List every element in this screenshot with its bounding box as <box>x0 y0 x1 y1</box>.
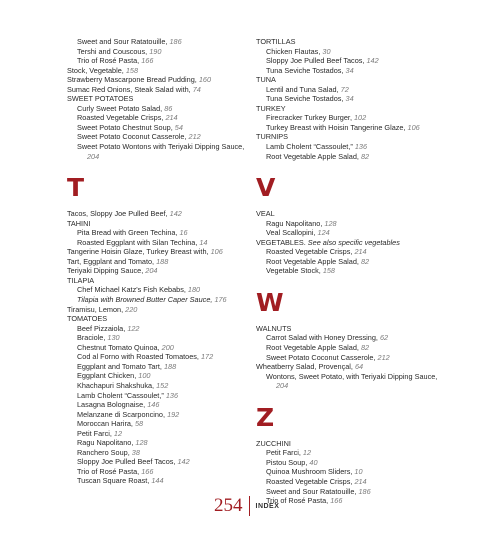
index-heading-entry <box>256 362 446 372</box>
entry-text: Tilapia with Browned Butter Caper Sauce, <box>77 295 213 305</box>
page-reference: 82 <box>360 151 370 161</box>
page-reference: 192 <box>167 409 180 419</box>
entry-text: Petit Farci, <box>77 428 112 438</box>
entry-text: Tart, Eggplant and Tomato, <box>67 256 155 266</box>
entry-text: Tiramisu, Lemon, <box>67 304 124 314</box>
index-sub-entry <box>67 429 252 439</box>
index-sub-entry <box>256 266 446 276</box>
index-sub-entry <box>256 257 446 267</box>
index-sub-entry <box>256 85 446 95</box>
page-reference: 158 <box>322 266 335 276</box>
entry-text: VEAL <box>256 209 275 219</box>
entry-text: Trio of Rosé Pasta, <box>77 466 140 476</box>
index-heading-entry <box>67 276 252 286</box>
index-sub-entry <box>67 285 252 295</box>
entry-text: ZUCCHINI <box>256 438 291 448</box>
page-reference: 172 <box>200 352 214 362</box>
index-sub-entry <box>67 132 252 142</box>
entry-text: Chestnut Tomato Quinoa, <box>77 342 160 352</box>
index-sub-entry <box>256 496 446 506</box>
entry-text: TORTILLAS <box>256 37 296 46</box>
section-letter-w: W <box>256 287 284 317</box>
index-sub-entry <box>67 333 252 343</box>
index-sub-entry <box>67 238 252 248</box>
page-reference: 106 <box>210 247 223 257</box>
entry-text: Braciole, <box>77 333 106 343</box>
page-reference: 214 <box>354 247 367 257</box>
page-reference: 82 <box>360 343 370 353</box>
page-reference: 142 <box>366 56 379 66</box>
entry-text: Melanzane di Scarponcino, <box>77 409 166 419</box>
page-reference: 58 <box>135 419 144 429</box>
section-letter-t: T <box>67 173 85 203</box>
entry-text: Khachapuri Shakshuka, <box>77 380 155 390</box>
index-heading-entry <box>256 324 446 334</box>
entry-text: Sweet Potato Wontons with Teriyaki Dipping Sauce, <box>77 142 245 152</box>
page-reference: 12 <box>113 428 123 438</box>
entry-text: SWEET POTATOES <box>67 94 134 104</box>
entry-text: TOMATOES <box>67 314 108 324</box>
index-heading-entry <box>256 238 446 248</box>
see-also-reference: See also specific vegetables <box>307 237 400 247</box>
index-sub-entry <box>256 228 446 238</box>
entry-text: Root Vegetable Apple Salad, <box>266 256 359 266</box>
page-reference: 34 <box>345 94 354 104</box>
page-reference: 166 <box>141 466 154 476</box>
section-letter-z: Z <box>256 402 275 432</box>
entry-text: TURKEY <box>256 103 286 113</box>
index-sub-entry <box>67 324 252 334</box>
index-sub-entry <box>256 477 446 487</box>
index-heading-entry <box>256 37 446 47</box>
page-reference: 102 <box>354 113 367 123</box>
entry-text: Pita Bread with Green Techina, <box>77 228 178 238</box>
entry-text: Strawberry Mascarpone Bread Pudding, <box>67 75 197 85</box>
index-sub-entry <box>67 438 252 448</box>
entry-text: Veal Scallopini, <box>266 228 316 238</box>
index-heading-entry <box>67 257 252 267</box>
entry-text: Curly Sweet Potato Salad, <box>77 103 163 113</box>
entry-text: Roasted Vegetable Crisps, <box>266 247 353 257</box>
index-column-right <box>256 37 446 506</box>
entry-text: Stock, Vegetable, <box>67 65 124 75</box>
index-sub-entry <box>256 113 446 123</box>
page-reference: 142 <box>177 457 190 467</box>
entry-text: Lentil and Tuna Salad, <box>266 84 339 94</box>
index-sub-entry <box>67 400 252 410</box>
index-sub-entry <box>256 152 446 162</box>
entry-text: TILAPIA <box>67 275 95 285</box>
page-reference: 100 <box>138 371 151 381</box>
entry-text: Roasted Vegetable Crisps, <box>266 476 353 486</box>
entry-text: TAHINI <box>67 218 91 228</box>
index-sub-entry <box>67 419 252 429</box>
entry-text: Sweet Potato Chestnut Soup, <box>77 122 173 132</box>
index-heading-entry <box>256 104 446 114</box>
page-reference: 186 <box>358 486 371 496</box>
page-reference: 188 <box>156 256 169 266</box>
index-sub-entry <box>67 371 252 381</box>
index-heading-entry <box>256 75 446 85</box>
entry-text: Ragu Napolitano, <box>266 218 323 228</box>
entry-text: Eggplant Chicken, <box>77 371 137 381</box>
index-sub-entry <box>256 487 446 497</box>
entry-text: Tacos, Sloppy Joe Pulled Beef, <box>67 209 168 219</box>
entry-text: Firecracker Turkey Burger, <box>266 113 352 123</box>
page-reference: 212 <box>188 132 201 142</box>
entry-text: Lasagna Bolognaise, <box>77 400 146 410</box>
index-sub-entry <box>67 47 252 57</box>
page-reference: 136 <box>354 142 368 152</box>
page-reference: 124 <box>317 228 330 238</box>
index-sub-entry <box>256 343 446 353</box>
page-reference: 34 <box>345 65 354 75</box>
page-number: 254 <box>214 496 250 516</box>
page-reference: 82 <box>360 256 370 266</box>
entry-text: Tangerine Hoisin Glaze, Turkey Breast with, <box>67 247 209 257</box>
entry-text: Chicken Flautas, <box>266 46 321 56</box>
page-reference: 190 <box>149 46 162 56</box>
page-reference: 180 <box>187 285 201 295</box>
index-sub-entry <box>67 476 252 486</box>
entry-text: Sumac Red Onions, Steak Salad with, <box>67 84 191 94</box>
index-sub-entry <box>67 113 252 123</box>
page-reference: 158 <box>125 65 139 75</box>
entry-text: Pistou Soup, <box>266 457 308 467</box>
page-reference: 204 <box>276 381 289 391</box>
entry-text: Chef Michael Katz's Fish Kebabs, <box>77 285 186 295</box>
page-reference: 128 <box>135 438 148 448</box>
entry-text: Sweet and Sour Ratatouille, <box>77 37 168 46</box>
entry-text: Sweet and Sour Ratatouille, <box>266 486 357 496</box>
section-label: INDEX <box>255 502 280 510</box>
index-sub-entry <box>67 391 252 401</box>
page-reference: 128 <box>324 218 337 228</box>
index-column-left <box>67 37 252 486</box>
index-heading-entry <box>256 439 446 449</box>
page-reference: 106 <box>407 122 420 132</box>
index-sub-entry <box>67 104 252 114</box>
index-sub-entry <box>256 247 446 257</box>
page-reference: 144 <box>151 476 164 486</box>
entry-text: Trio of Rosé Pasta, <box>77 56 140 66</box>
page-reference: 142 <box>169 209 182 219</box>
index-heading-entry <box>256 209 446 219</box>
page-reference: 152 <box>156 380 169 390</box>
entry-text: TUNA <box>256 75 276 85</box>
entry-text: Sweet Potato Coconut Casserole, <box>77 132 187 142</box>
entry-text: Cod al Forno with Roasted Tomatoes, <box>77 352 199 362</box>
entry-text: Roasted Eggplant with Silan Techina, <box>77 237 198 247</box>
index-heading-entry <box>67 75 252 85</box>
index-sub-entry <box>256 458 446 468</box>
entry-text: Ranchero Soup, <box>77 447 130 457</box>
page-reference: 54 <box>174 122 183 132</box>
entry-text: Wontons, Sweet Potato, with Teriyaki Dipping Sauce, <box>266 371 438 381</box>
entry-text: Quinoa Mushroom Sliders, <box>266 467 353 477</box>
entry-text: Moroccan Harira, <box>77 419 133 429</box>
index-heading-entry <box>256 372 446 391</box>
entry-text: Roasted Vegetable Crisps, <box>77 113 164 123</box>
page-reference: 12 <box>302 448 312 458</box>
entry-text: Tuna Seviche Tostados, <box>266 94 344 104</box>
index-sub-entry <box>67 457 252 467</box>
index-sub-entry <box>256 448 446 458</box>
index-sub-entry <box>67 362 252 372</box>
page-reference: 10 <box>354 467 363 477</box>
page-reference: 214 <box>165 113 178 123</box>
index-heading-entry <box>67 219 252 229</box>
page-reference: 166 <box>330 496 343 506</box>
page-reference: 188 <box>163 361 177 371</box>
index-sub-entry <box>67 295 252 305</box>
page-reference: 16 <box>179 228 188 238</box>
page-reference: 146 <box>147 400 160 410</box>
page-reference: 72 <box>340 84 349 94</box>
page-reference: 38 <box>131 447 140 457</box>
page-footer <box>214 496 279 516</box>
index-sub-entry <box>256 353 446 363</box>
page-reference: 176 <box>214 295 227 305</box>
section-letter-v: V <box>256 173 276 203</box>
page-reference: 200 <box>161 342 174 352</box>
entry-text: Petit Farci, <box>266 448 301 458</box>
index-sub-entry <box>256 47 446 57</box>
page-reference: 220 <box>125 304 138 314</box>
page-reference: 166 <box>141 56 154 66</box>
index-sub-entry <box>67 142 252 161</box>
index-heading-entry <box>256 132 446 142</box>
entry-text: Beef Pizzaiola, <box>77 323 126 333</box>
index-sub-entry <box>256 219 446 229</box>
entry-text: Vegetable Stock, <box>266 266 321 276</box>
index-sub-entry <box>67 448 252 458</box>
entry-text: Tuna Seviche Tostados, <box>266 65 344 75</box>
entry-text: VEGETABLES. <box>256 237 306 247</box>
index-sub-entry <box>256 333 446 343</box>
page-reference: 212 <box>377 352 390 362</box>
index-sub-entry <box>256 94 446 104</box>
entry-text: Root Vegetable Apple Salad, <box>266 343 359 353</box>
entry-text: Trio of Rosé Pasta, <box>266 496 329 506</box>
page-reference: 136 <box>165 390 179 400</box>
index-heading-entry <box>67 305 252 315</box>
entry-text: TURNIPS <box>256 132 289 142</box>
page-reference: 30 <box>322 46 331 56</box>
page-reference: 186 <box>169 37 182 46</box>
entry-text: Carrot Salad with Honey Dressing, <box>266 333 378 343</box>
entry-text: Sweet Potato Coconut Casserole, <box>266 352 376 362</box>
index-heading-entry <box>67 94 252 104</box>
entry-text: Ragu Napolitano, <box>77 438 134 448</box>
page-reference: 130 <box>107 333 120 343</box>
index-heading-entry <box>67 247 252 257</box>
index-sub-entry <box>67 381 252 391</box>
index-sub-entry <box>67 343 252 353</box>
index-sub-entry <box>67 123 252 133</box>
entry-text: Tershi and Couscous, <box>77 46 148 56</box>
entry-text: Teriyaki Dipping Sauce, <box>67 266 144 276</box>
page-reference: 86 <box>164 103 173 113</box>
entry-text: Eggplant and Tomato Tart, <box>77 361 162 371</box>
index-heading-entry <box>67 66 252 76</box>
index-heading-entry <box>67 209 252 219</box>
entry-text: WALNUTS <box>256 323 292 333</box>
index-sub-entry <box>67 56 252 66</box>
page-reference: 40 <box>309 457 318 467</box>
index-sub-entry <box>256 56 446 66</box>
index-sub-entry <box>67 467 252 477</box>
page-reference: 214 <box>354 476 367 486</box>
index-heading-entry <box>67 314 252 324</box>
index-sub-entry <box>256 467 446 477</box>
index-sub-entry <box>256 66 446 76</box>
index-sub-entry <box>67 352 252 362</box>
entry-text: Turkey Breast with Hoisin Tangerine Glaze, <box>266 122 406 132</box>
page-reference: 64 <box>354 362 364 372</box>
index-sub-entry <box>67 410 252 420</box>
entry-text: Sloppy Joe Pulled Beef Tacos, <box>266 56 365 66</box>
page-reference: 204 <box>145 266 158 276</box>
index-heading-entry <box>67 85 252 95</box>
page-reference: 204 <box>87 151 100 161</box>
entry-text: Root Vegetable Apple Salad, <box>266 151 359 161</box>
entry-text: Wheatberry Salad, Provençal, <box>256 362 353 372</box>
page-reference: 122 <box>127 323 140 333</box>
page-reference: 14 <box>199 237 208 247</box>
index-sub-entry <box>67 228 252 238</box>
entry-text: Sloppy Joe Pulled Beef Tacos, <box>77 457 176 467</box>
index-sub-entry <box>256 123 446 133</box>
page-reference: 160 <box>198 75 212 85</box>
index-sub-entry <box>67 37 252 47</box>
entry-text: Tuscan Square Roast, <box>77 476 150 486</box>
index-heading-entry <box>67 266 252 276</box>
entry-text: Lamb Cholent “Cassoulet,” <box>77 390 164 400</box>
page-reference: 74 <box>192 84 201 94</box>
entry-text: Lamb Cholent “Cassoulet,” <box>266 142 353 152</box>
page-reference: 62 <box>379 333 389 343</box>
index-sub-entry <box>256 142 446 152</box>
